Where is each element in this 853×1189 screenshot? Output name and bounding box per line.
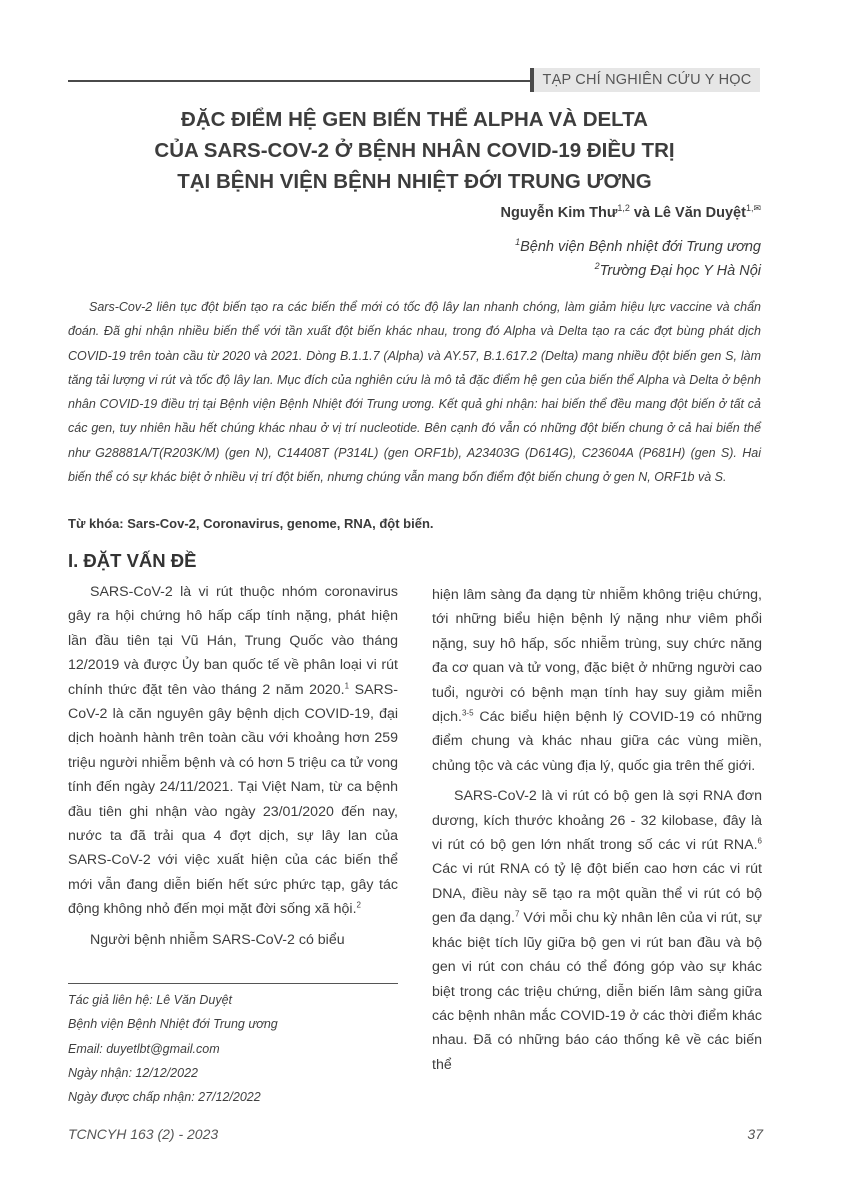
affiliation: $^1$Bệnh viện Bệnh nhiệt đới Trung ương <box>515 237 761 255</box>
section-heading: I. ĐẶT VẤN ĐỀ <box>68 550 197 571</box>
mail-icon: ✉ <box>753 203 761 213</box>
title-line: TẠI BỆNH VIỆN BỆNH NHIỆT ĐỚI TRUNG ƯƠNG <box>177 170 652 193</box>
body-column-left <box>68 580 398 958</box>
abstract: Sars-Cov-2 liên tục đột biến tạo ra các biến thể mới có tốc độ lây lan nhanh chóng, làm giảm hiệu lực vaccine và chẩn đoán. Đã ghi nhận nhiều biến thể với tần xuất đột biến khác nhau, trong đó Alpha và Delta tạo ra các đợt bùng phát dịch COVID-19 trên toàn cầu từ 2020 và 2021. Dòng B.1.1.7 (Alpha) và AY.57, B.1.617.2 (Delta) mang nhiều đột biến gen S, làm tăng tải lượng vi rút và tốc độ lây lan. Mục đích của nghiên cứu là mô tả đặc điểm hệ gen của biến thể Alpha và Delta ở bệnh nhân COVID-19 điều trị tại Bệnh viện Bệnh Nhiệt đới Trung ương. Kết quả ghi nhận: hai biến thể đều mang đột biến ở tất cả các gen, tuy nhiên hầu hết chúng khác nhau ở vị trí nucleotide. Bên cạnh đó vẫn có những đột biến chung ở cả hai biến thể như G28881A/T(R203K/M) (gen N), C14408T (P314L) (gen ORF1b), A23403G (D614G), C23604A (P681H) (gen S). Hai biến thể có sự khác biệt ở nhiều vị trí đột biến, nhưng chúng vẫn mang bốn điểm đột biến chung ở gen N, ORF1b và S. <box>68 300 761 485</box>
citation: 2 <box>356 900 361 910</box>
journal-header: TẠP CHÍ NGHIÊN CỨU Y HỌC <box>530 68 760 92</box>
body-column-right <box>432 583 762 1083</box>
author-affiliation-sup: 1,✉ <box>745 203 761 213</box>
paragraph: Người bệnh nhiễm SARS-CoV-2 có biểu <box>90 931 345 948</box>
author-conjunction: và <box>629 204 655 221</box>
note-line: Bệnh viện Bệnh Nhiệt đới Trung ương <box>68 1017 278 1032</box>
title-line: CỦA SARS-COV-2 Ở BỆNH NHÂN COVID-19 ĐIỀU TRỊ <box>154 139 675 162</box>
citation: 3-5 <box>461 708 474 718</box>
paragraph: hiện lâm sàng đa dạng từ nhiễm không triệu chứng, tới những biểu hiện bệnh lý nặng như viêm phổi nặng, suy hô hấp, sốc nhiễm trùng, suy chức năng đa cơ quan và tử vong, đặc biệt ở những người cao tuổi, người có bệnh mạn tính hay suy giảm miễn dịch.$^{3-5}$ Các biểu hiện bệnh lý COVID-19 có những điểm chung và khác nhau giữa các vùng miền, chủng tộc và các vùng địa lý, quốc gia trên thế giới. <box>432 587 762 774</box>
page-number: 37 <box>747 1126 763 1142</box>
footnote-divider <box>68 983 398 984</box>
keywords: Từ khóa: Sars-Cov-2, Coronavirus, genome, RNA, đột biến. <box>68 516 434 531</box>
header-rule <box>68 80 542 82</box>
paragraph: SARS-CoV-2 là vi rút có bộ gen là sợi RNA đơn dương, kích thước khoảng 26 - 32 kilobase, đây là vi rút có bộ gen lớn nhất trong số các vi rút RNA.$^6$ Các vi rút RNA có tỷ lệ đột biến cao hơn các vi rút DNA, điều này sẽ tạo ra một quần thể vi rút có bộ gen đa dạng.$^7$ Với mỗi chu kỳ nhân lên của vi rút, sự khác biệt tích lũy giữa bộ gen vi rút ban đầu và bộ gen vi rút con cháu có thể đóng góp vào sự khác biệt trong các triệu chứng, diễn biến lâm sàng giữa các bệnh nhân mắc COVID-19 ở các thời điểm khác nhau. Đã có những báo cáo thống kê về các biến thể <box>432 788 762 1073</box>
citation: 7 <box>514 909 520 919</box>
note-line: Ngày nhận: 12/12/2022 <box>68 1065 198 1080</box>
author-name: Lê Văn Duyệt <box>654 204 746 221</box>
note-line: Tác giả liên hệ: Lê Văn Duyệt <box>68 993 232 1007</box>
note-line: Email: duyetlbt@gmail.com <box>68 1041 220 1056</box>
author-name: Nguyễn Kim Thư <box>500 204 618 221</box>
author-affiliation-sup: 1,2 <box>617 203 630 213</box>
note-line: Ngày được chấp nhận: 27/12/2022 <box>68 1090 261 1105</box>
affiliation: $^2$Trường Đại học Y Hà Nội <box>594 261 761 279</box>
footer-citation: TCNCYH 163 (2) - 2023 <box>68 1126 219 1142</box>
article-title <box>68 104 761 197</box>
citation: 6 <box>757 836 762 846</box>
citation: 1 <box>344 680 350 690</box>
title-line: ĐẶC ĐIỂM HỆ GEN BIẾN THỂ ALPHA VÀ DELTA <box>181 108 648 131</box>
author-line <box>501 203 761 221</box>
paragraph: SARS-CoV-2 là vi rút thuộc nhóm coronavirus gây ra hội chứng hô hấp cấp tính nặng, phát hiện lần đầu tiên tại Vũ Hán, Trung Quốc vào tháng 12/2019 và được Ủy ban quốc tế về phân loại vi rút chính thức đặt tên vào tháng 2 năm 2020.$^1$ SARS-CoV-2 là căn nguyên gây bệnh dịch COVID-19, đại dịch hoành hành trên toàn cầu với khoảng hơn 259 triệu người nhiễm bệnh và có hơn 5 triệu ca tử vong tính đến ngày 24/11/2021. Tại Việt Nam, từ ca bệnh đầu tiên ghi nhận vào ngày 23/01/2020 đến nay, nước ta đã trải qua 4 đợt dịch, sự lây lan của SARS-CoV-2 với việc xuất hiện của các biến thể mới vẫn đang diễn biến hết sức phức tạp, gây tác động không nhỏ đến mọi mặt đời sống xã hội.$^2$ <box>68 584 398 918</box>
correspondence-notes <box>68 988 278 1109</box>
